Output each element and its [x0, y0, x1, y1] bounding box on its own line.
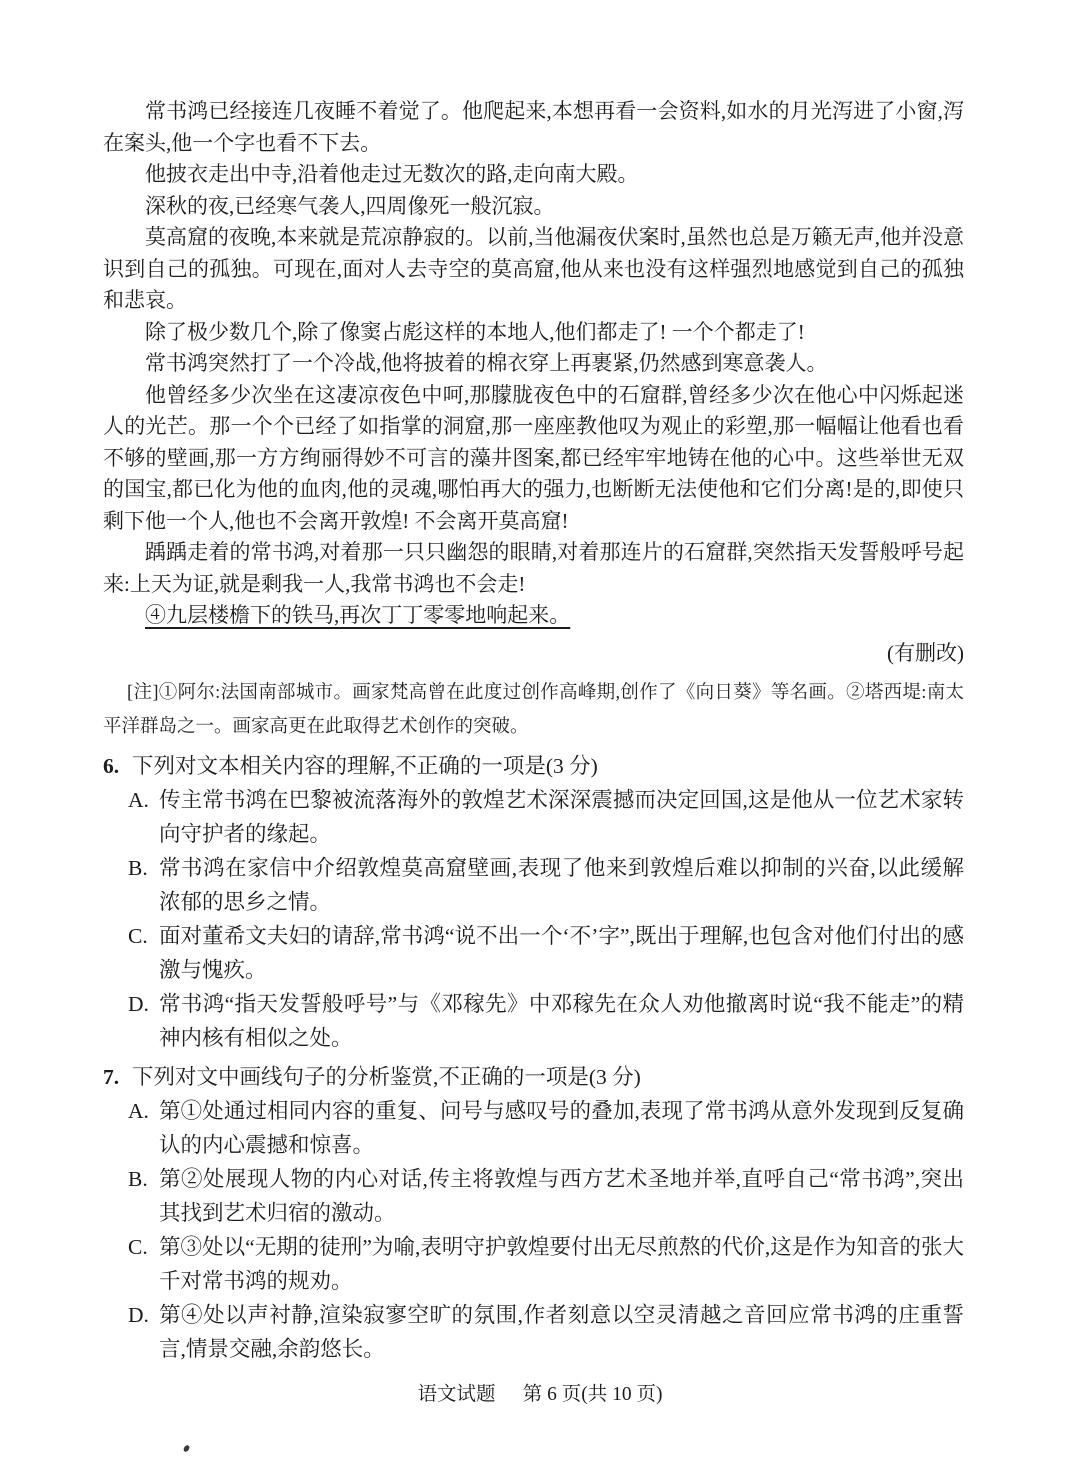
passage-paragraph: 他披衣走出中寺,沿着他走过无数次的路,走向南大殿。 [145, 162, 639, 186]
option-label: D. [128, 1302, 149, 1327]
footnote: [注]①阿尔:法国南部城市。画家梵高曾在此度过创作高峰期,创作了《向日葵》等名画。②塔西堤:南太平洋群岛之一。画家高更在此取得艺术创作的突破。 [103, 682, 964, 737]
reading-passage [103, 96, 964, 670]
option-6-c [128, 919, 964, 987]
question-stem: 下列对文本相关内容的理解,不正确的一项是(3 分) [132, 753, 598, 778]
option-6-b [128, 851, 964, 919]
passage-paragraph: 常书鸿突然打了一个冷战,他将披着的棉衣穿上再裹紧,仍然感到寒意袭人。 [145, 351, 828, 375]
passage-paragraph: 除了极少数几个,除了像窦占彪这样的本地人,他们都走了! 一个个都走了! [145, 319, 805, 344]
option-text: 第①处通过相同内容的重复、问号与感叹号的叠加,表现了常书鸿从意外发现到反复确认的内心震撼和惊喜。 [159, 1098, 964, 1157]
option-label: C. [128, 923, 148, 948]
option-7-b [128, 1162, 964, 1230]
ink-speck [183, 1444, 190, 1452]
option-text: 第④处以声衬静,渲染寂寥空旷的氛围,作者刻意以空灵清越之音回应常书鸿的庄重誓言,情景交融,余韵悠长。 [159, 1302, 964, 1361]
passage-paragraph: 他曾经多少次坐在这凄凉夜色中呵,那朦胧夜色中的石窟群,曾经多少次在他心中闪烁起迷人的光芒。那一个个已经了如指掌的洞窟,那一座座教他叹为观止的彩塑,那一幅幅让他看也看不够的壁画,那一方方绚丽得妙不可言的藻井图案,都已经牢牢地铸在他的心中。这些举世无双的国宝,都已化为他的血肉,他的灵魂,哪怕再大的强力,也断断无法使他和它们分离!是的,即使只剩下他一个人,他也不会离开敦煌! 不会离开莫高窟! [103, 382, 964, 533]
question-6-head [103, 749, 964, 783]
option-7-a [128, 1094, 964, 1162]
option-label: B. [128, 855, 148, 880]
page-footer [0, 1378, 1080, 1406]
question-stem: 下列对文中画线句子的分析鉴赏,不正确的一项是(3 分) [132, 1064, 641, 1089]
passage-paragraph: 踽踽走着的常书鸿,对着那一只只幽怨的眼睛,对着那连片的石窟群,突然指天发誓般呼号起来:上天为证,就是剩我一人,我常书鸿也不会走! [103, 540, 964, 596]
option-label: A. [128, 1098, 149, 1123]
option-text: 传主常书鸿在巴黎被流落海外的敦煌艺术深深震撼而决定回国,这是他从一位艺术家转向守护者的缘起。 [159, 787, 964, 846]
page-content [103, 96, 964, 1366]
option-6-d [128, 987, 964, 1055]
passage-paragraph: 莫高窟的夜晚,本来就是荒凉静寂的。以前,当他漏夜伏案时,虽然也总是万籁无声,他并没意识到自己的孤独。可现在,面对人去寺空的莫高窟,他从来也没有这样强烈地感觉到自己的孤独和悲哀。 [103, 225, 964, 312]
option-label: D. [128, 991, 149, 1016]
option-text: 第③处以“无期的徒刑”为喻,表明守护敦煌要付出无尽煎熬的代价,这是作为知音的张大千对常书鸿的规劝。 [159, 1234, 964, 1293]
option-text: 常书鸿“指天发誓般呼号”与《邓稼先》中邓稼先在众人劝他撤离时说“我不能走”的精神内核有相似之处。 [159, 991, 964, 1050]
passage-paragraph: 深秋的夜,已经寒气袭人,四周像死一般沉寂。 [145, 193, 555, 218]
question-6 [103, 749, 964, 1055]
footer-page-number: 第 6 页(共 10 页) [522, 1384, 663, 1405]
question-number: 6. [103, 753, 120, 778]
option-7-d [128, 1298, 964, 1366]
option-text: 常书鸿在家信中介绍敦煌莫高窟壁画,表现了他来到敦煌后难以抑制的兴奋,以此缓解浓郁的思乡之情。 [159, 855, 964, 914]
option-label: B. [128, 1166, 148, 1191]
option-label: A. [128, 787, 149, 812]
question-6-options [103, 783, 964, 1055]
option-6-a [128, 783, 964, 851]
question-number: 7. [103, 1064, 120, 1089]
option-7-c [128, 1230, 964, 1298]
passage-paragraph: 常书鸿已经接连几夜睡不着觉了。他爬起来,本想再看一会资料,如水的月光泻进了小窗,泻在案头,他一个字也看不下去。 [103, 99, 964, 155]
deletion-note: (有删改) [887, 640, 964, 665]
option-text: 第②处展现人物的内心对话,传主将敦煌与西方艺术圣地并举,直呼自己“常书鸿”,突出其找到艺术归宿的激动。 [159, 1166, 964, 1225]
option-label: C. [128, 1234, 148, 1259]
question-7-options [103, 1094, 964, 1366]
question-7-head [103, 1060, 964, 1094]
option-text: 面对董希文夫妇的请辞,常书鸿“说不出一个‘不’字”,既出于理解,也包含对他们付出的感激与愧疚。 [159, 923, 964, 982]
passage-paragraph-underlined [103, 600, 964, 632]
footer-paper-title: 语文试题 [417, 1384, 496, 1405]
underlined-sentence-4: ④九层楼檐下的铁马,再次丁丁零零地响起来。 [145, 603, 571, 627]
question-7 [103, 1060, 964, 1366]
